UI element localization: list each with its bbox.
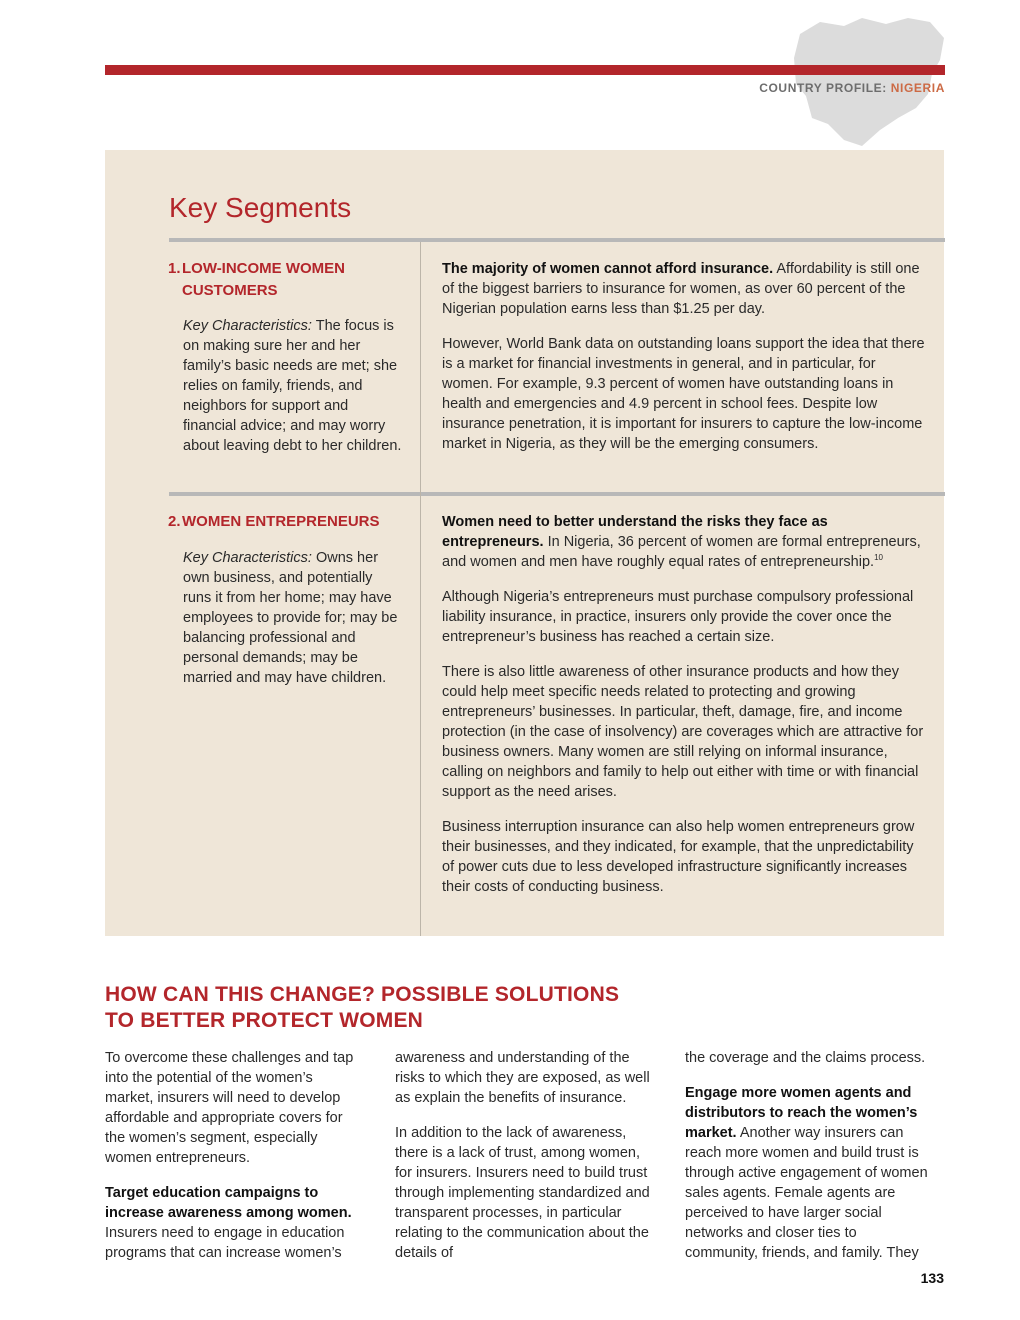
segment-1-description [442, 259, 927, 469]
segment-2-description [442, 512, 927, 912]
segment-1-characteristics [183, 316, 403, 456]
segment-2-paragraph-2-text: Although Nigeria’s entrepreneurs must purchase compulsory professional liability insurance, in practice, insurers only provide the cover once the entrepreneur’s business has reached a certain size. [442, 589, 914, 645]
segment-2-heading [168, 511, 408, 533]
solutions-title [105, 982, 619, 1034]
segment-2-paragraph-3-text: There is also little awareness of other insurance products and how they could help meet specific needs related to protecting and growing entrepreneurs’ businesses. In particular, theft, damage, fire, and income protection (in the case of insolvency) are coverages which are attractive for business owners. Many women are still relying on informal insurance, calling on neighbors and family to help out either with time or with financial support as the need arises. [442, 664, 924, 800]
column-divider [420, 242, 421, 936]
country-name: NIGERIA [890, 81, 945, 95]
segment-2-char-text: Owns her own business, and potentially runs it from her home; may have employees to provide for; may be balancing professional and personal demands; may be married and may have children. [183, 550, 398, 686]
segment-2-number: 2. [168, 513, 181, 530]
solutions-title-line1: HOW CAN THIS CHANGE? POSSIBLE SOLUTIONS [105, 983, 620, 1006]
segment-1-paragraph [442, 334, 927, 454]
segment-2-paragraph [442, 662, 927, 802]
segment-1-paragraph [442, 259, 927, 319]
solutions-col2-paragraph-2: In addition to the lack of awareness, there is a lack of trust, among women, for insurers. Insurers need to build trust through implementing standardized and transparent processes, in particular relating to the communication about the details of [395, 1125, 650, 1261]
segment-2-paragraph-1-text: In Nigeria, 36 percent of women are formal entrepreneurs, and women and men have roughly equal rates of entrepreneurship. [442, 534, 921, 570]
segment-1-paragraph-2-text: However, World Bank data on outstanding loans support the idea that there is a market for financial investments in general, and in particular, for women. For example, 9.3 percent of women have outstanding loans in health and emergencies and 4.9 percent in school fees. Despite low insurance penetration, it is important for insurers to capture the low-income market in Nigeria, as they will be the emerging consumers. [442, 336, 925, 452]
segment-2-paragraph-4-text: Business interruption insurance can also help women entrepreneurs grow their businesses, and they indicated, for example, that the unpredictability of power cuts due to less developed infrastructure significantly increases their costs of conducting business. [442, 819, 915, 895]
solutions-col1-lead: Target education campaigns to increase awareness among women. [105, 1185, 352, 1221]
segment-1-char-label: Key Characteristics: [183, 318, 312, 334]
solutions-col3-paragraph-1: the coverage and the claims process. [685, 1050, 926, 1066]
solutions-column-3 [685, 1048, 933, 1278]
segment-2-char-label: Key Characteristics: [183, 550, 312, 566]
segment-2-paragraph [442, 512, 927, 572]
segment-2-paragraph [442, 587, 927, 647]
solutions-column-1 [105, 1048, 361, 1278]
solutions-col2-paragraph-1: awareness and understanding of the risks to which they are exposed, as well as explain the benefits of insurance. [395, 1050, 650, 1106]
segment-2-heading-line1: WOMEN ENTREPRENEURS [182, 513, 380, 530]
segment-2-characteristics [183, 548, 403, 688]
segment-divider-middle [169, 492, 945, 496]
segment-1-paragraph-1-text: Affordability is still one of the biggest barriers to insurance for women, as over 60 percent of the Nigerian population earns less than $1.25 per day. [442, 261, 920, 317]
segment-1-heading-line1: LOW-INCOME WOMEN [182, 260, 346, 277]
solutions-col1-intro: To overcome these challenges and tap into the potential of the women’s market, insurers will need to develop affordable and appropriate covers for the women’s segment, especially women entrepreneurs. [105, 1050, 354, 1166]
segment-2-lead: Women need to better understand the risks they face as entrepreneurs. [442, 514, 828, 550]
solutions-col3-text: Another way insurers can reach more women and build trust is through active engagement of women sales agents. Female agents are perceived to have larger social networks and closer ties to community, friends, and family. They [685, 1125, 928, 1261]
segment-1-heading-line2: CUSTOMERS [182, 282, 278, 299]
solutions-col1-text: Insurers need to engage in education programs that can increase women’s [105, 1225, 345, 1261]
solutions-column-2 [395, 1048, 657, 1278]
footnote-marker: 10 [874, 553, 883, 563]
header-rule [105, 65, 945, 75]
country-profile-prefix: COUNTRY PROFILE: [759, 81, 887, 95]
segment-2-paragraph [442, 817, 927, 897]
segment-1-lead: The majority of women cannot afford insurance. [442, 261, 774, 277]
segment-divider-top [169, 238, 945, 242]
segment-1-char-text: The focus is on making sure her and her family’s basic needs are met; she relies on family, friends, and neighbors for support and financial advice; and may worry about leaving debt to her children. [183, 318, 402, 454]
key-segments-title: Key Segments [169, 192, 352, 223]
solutions-title-line2: TO BETTER PROTECT WOMEN [105, 1009, 424, 1032]
segment-1-heading [168, 258, 408, 302]
solutions-col3-lead: Engage more women agents and distributors to reach the women’s market. [685, 1085, 918, 1141]
page-number: 133 [920, 1270, 944, 1286]
country-profile-label [759, 81, 945, 95]
solutions-col3-paragraph [685, 1083, 933, 1263]
solutions-col1-paragraph [105, 1183, 361, 1263]
segment-1-number: 1. [168, 260, 181, 277]
